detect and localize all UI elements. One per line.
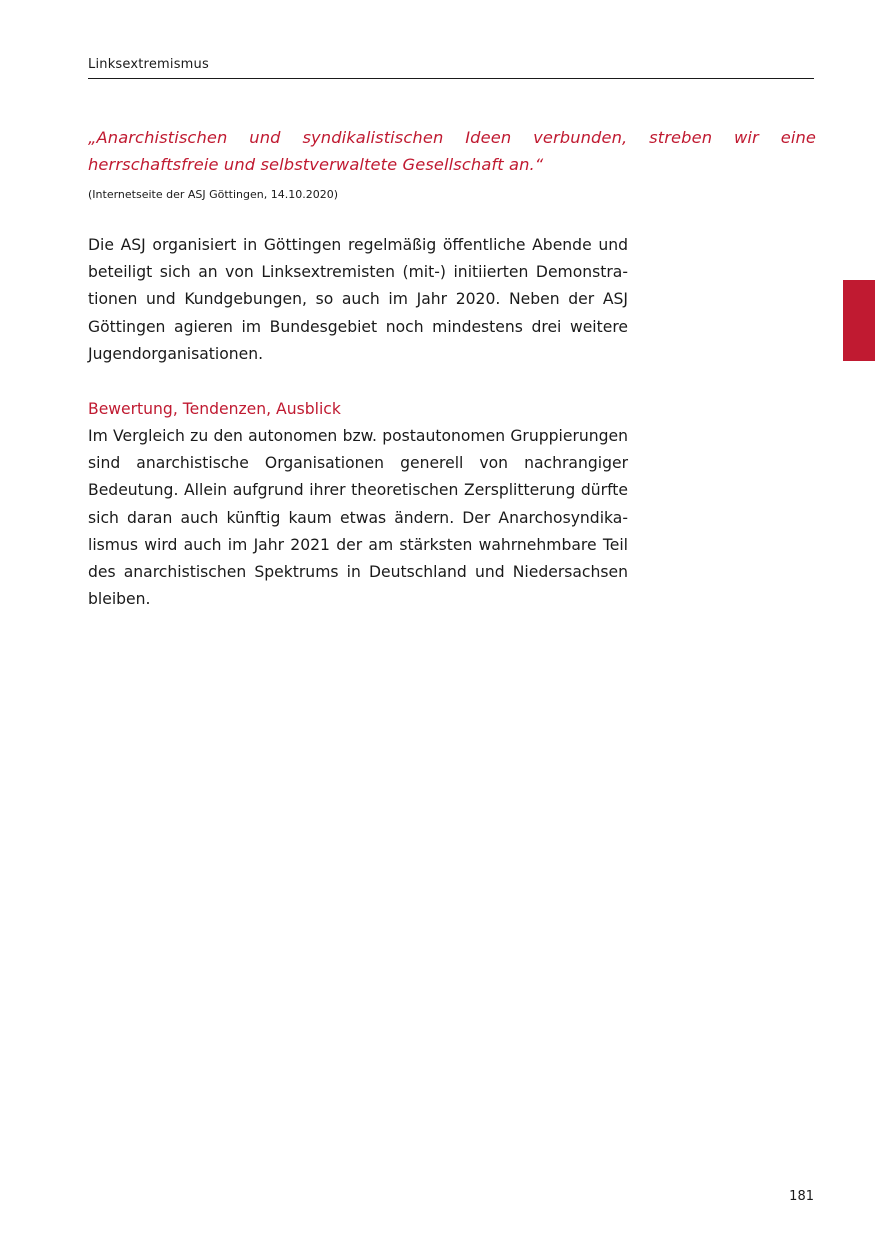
running-header-title: Linksextremismus xyxy=(88,57,209,72)
running-header xyxy=(88,57,814,79)
body-paragraph-1: Die ASJ organisiert in Göttingen regelmäßig öffentliche Abende und beteiligt sich an von Linksextremisten (mit-) initiierten Demonstrationen und Kundgebungen, so auch im Jahr 2020. Neben der ASJ Göttingen agieren im Bundesgebiet noch mindestens drei weitere Jugendorganisationen. xyxy=(88,236,628,363)
chapter-marker-tab xyxy=(843,280,875,361)
body-paragraph-2: Im Vergleich zu den autonomen bzw. postautonomen Gruppierungen sind anarchistische Organisationen generell von nachrangiger Bedeutung. Allein aufgrund ihrer theoretischen Zersplitterung dürfte sich daran auch künftig kaum etwas ändern. Der Anarchosyndikalismus wird auch im Jahr 2021 der am stärksten wahrnehmbare Teil des anarchistischen Spektrums in Deutschland und Niedersachsen bleiben. xyxy=(88,427,628,609)
page-number: 181 xyxy=(789,1189,814,1204)
section-subheading: Bewertung, Tendenzen, Ausblick xyxy=(88,400,341,418)
quote-source: (Internetseite der ASJ Göttingen, 14.10.2020) xyxy=(88,188,339,201)
pull-quote: „Anarchistischen und syndikalistischen Ideen verbunden, streben wir eine herrschaftsfreie und selbstverwaltete Gesellschaft an.“ xyxy=(88,128,816,174)
